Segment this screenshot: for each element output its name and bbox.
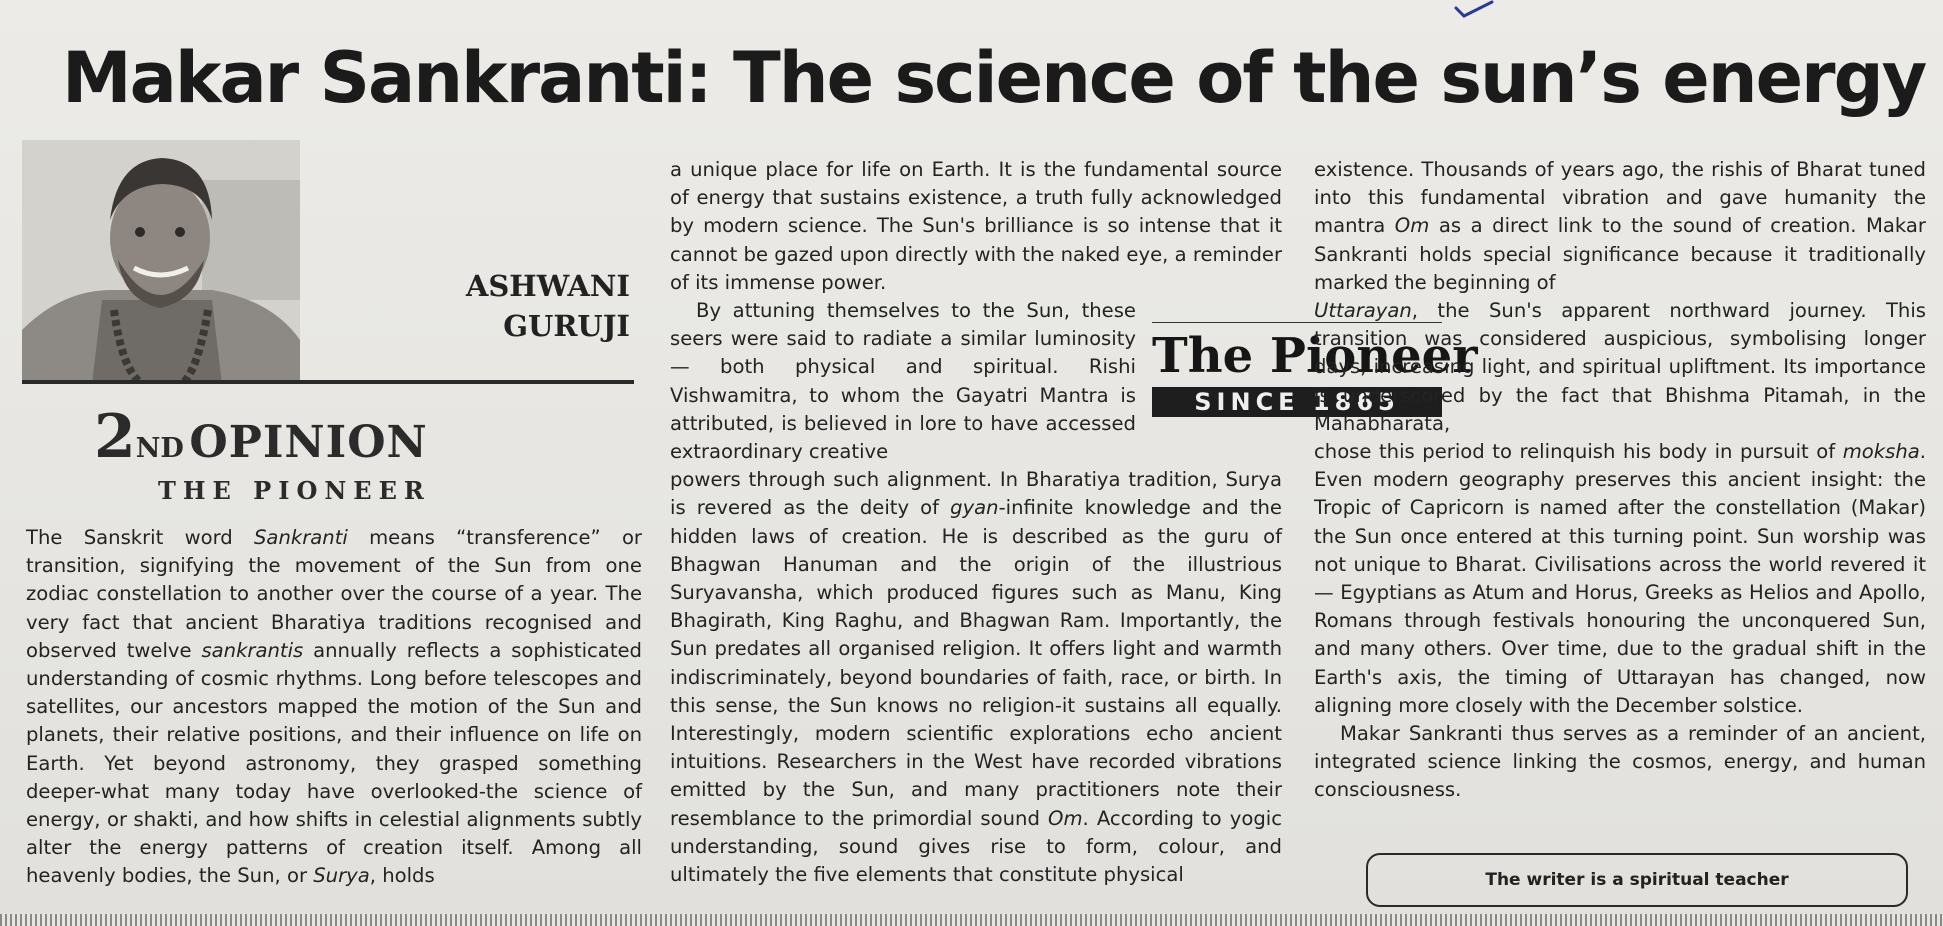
section-title xyxy=(94,404,428,470)
section-number: 2 xyxy=(94,402,136,472)
section-ordinal-suffix: ND xyxy=(135,433,184,464)
paragraph: The Sanskrit word Sankranti means “transference” or transition, signifying the movement of the Sun from one zodiac constellation to another over the course of a year. The very fact that ancient Bharatiya traditions recognised and observed twelve sankrantis annually reflects a sophisticated understanding of cosmic rhythms. Long before telescopes and satellites, our ancestors mapped the motion of the Sun and planets, their relative positions, and their influence on life on Earth. Yet beyond astronomy, they grasped something deeper-what many today have overlooked-the science of energy, or shakti, and how shifts in celestial alignments subtly alter the energy patterns of creation itself. Among all heavenly bodies, the Sun, or Surya, holds xyxy=(26,526,642,888)
author-last-name: GURUJI xyxy=(503,309,630,343)
masthead-name: The Pioneer xyxy=(1152,328,1478,384)
section-word: OPINION xyxy=(189,417,428,468)
section-divider xyxy=(22,380,634,384)
paragraph: a unique place for life on Earth. It is the fundamental source of energy that sustains existence, a truth fully acknowledged by modern science. The Sun's brilliance is so intense that it cannot be gazed upon directly with the naked eye, a reminder of its immense power. xyxy=(670,158,1283,294)
masthead-since: SINCE 1865 xyxy=(1152,387,1442,417)
article-column-2 xyxy=(670,156,1282,889)
article-column-1 xyxy=(26,524,642,891)
author-byline xyxy=(466,266,630,346)
author-photo xyxy=(22,140,300,384)
pen-checkmark-icon xyxy=(1452,0,1498,22)
paragraph-wrapped: By attuning themselves to the Sun, these seers were said to radiate a similar luminosity — both physical and spiritual. Rishi Vishwamitra, to whom the Gayatri Mantra is attributed, is believed in lore to have accessed extraordinary creative xyxy=(670,299,1136,464)
paragraph-wrapped: Uttarayan, the Sun's apparent northward journey. This transition was considered auspicious, symbolising longer days, increasing light, and spiritual upliftment. Its importance is underscored by the fact that Bhishma Pitamah, in the Mahabharata, xyxy=(1314,299,1926,435)
writer-note: The writer is a spiritual teacher xyxy=(1366,853,1908,907)
author-first-name: ASHWANI xyxy=(465,269,630,303)
paragraph: Makar Sankranti thus serves as a reminder of an ancient, integrated science linking the cosmos, energy, and human consciousness. xyxy=(1314,722,1926,802)
section-paper-name: THE PIONEER xyxy=(158,476,431,505)
portrait-illustration xyxy=(22,140,300,384)
page-bottom-border xyxy=(0,914,1943,926)
paragraph: chose this period to relinquish his body in pursuit of moksha. Even modern geography preserves this ancient insight: the Tropic of Capricorn is named after the constellation (Makar) the Sun once entered at this turning point. Sun worship was not unique to Bharat. Civilisations across the world revered it — Egyptians as Atum and Horus, Greeks as Helios and Apollo, Romans through festivals honouring the unconquered Sun, and many others. Over time, due to the gradual shift in the Earth's axis, the timing of Uttarayan has changed, now aligning more closely with the December solstice. xyxy=(1314,440,1926,717)
paragraph: existence. Thousands of years ago, the rishis of Bharat tuned into this fundamental vibration and gave humanity the mantra Om as a direct link to the sound of creation. Makar Sankranti holds special significance because it traditionally marked the beginning of xyxy=(1314,158,1926,294)
article-column-3 xyxy=(1314,156,1926,805)
headline: Makar Sankranti: The science of the sun’s energy xyxy=(62,37,1926,119)
paragraph: powers through such alignment. In Bharatiya tradition, Surya is revered as the deity of gyan-infinite knowledge and the hidden laws of creation. He is described as the guru of Bhagwan Hanuman and the origin of the illustrious Suryavansha, which produced figures such as Manu, King Bhagirath, King Raghu, and Bhagwan Ram. Importantly, the Sun predates all organised religion. It offers light and warmth indiscriminately, beyond boundaries of faith, race, or birth. In this sense, the Sun knows no religion-it sustains all equally. Interestingly, modern scientific explorations echo ancient intuitions. Researchers in the West have recorded vibrations emitted by the Sun, and many practitioners note their resemblance to the primordial sound Om. According to yogic understanding, sound gives rise to form, colour, and ultimately the five elements that constitute physical xyxy=(670,468,1282,887)
